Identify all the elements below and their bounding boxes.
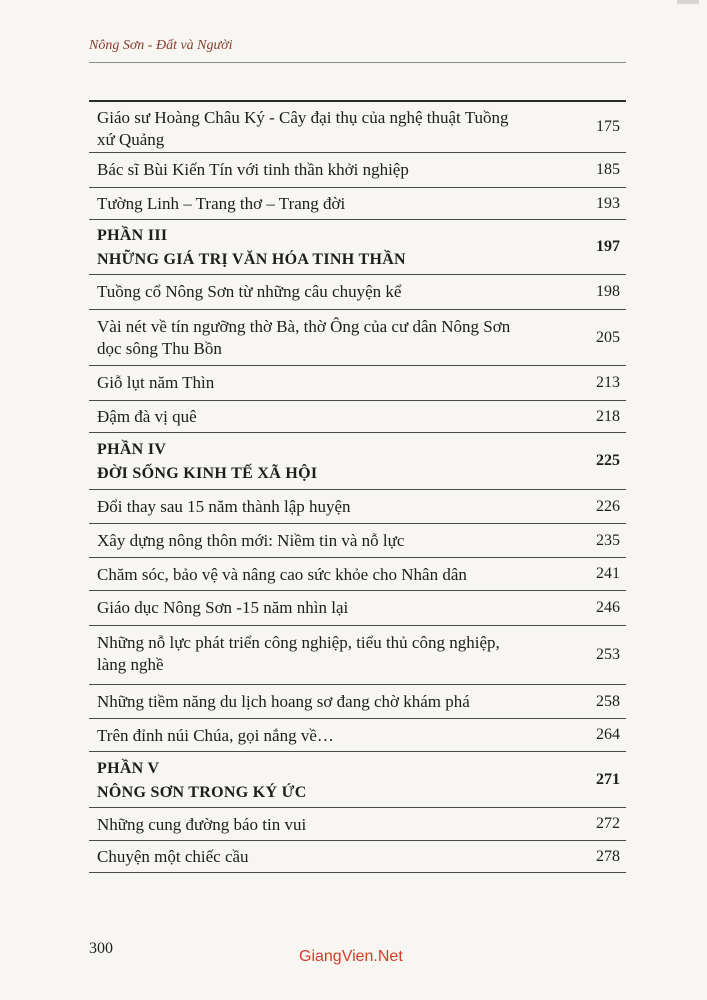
toc-entry-title-line: Đậm đà vị quê [97,407,197,426]
toc-entry [89,523,626,557]
table-of-contents [89,100,626,873]
toc-entry [89,400,626,432]
toc-entry-page: 185 [596,161,620,178]
toc-entry-page: 253 [596,646,620,663]
toc-part-title: ĐỜI SỐNG KINH TẾ XÃ HỘI [97,465,318,482]
toc-entry-title-line: Giáo dục Nông Sơn -15 năm nhìn lại [97,598,349,617]
toc-entry [89,100,626,152]
header-rule [89,62,626,63]
toc-entry-page: 258 [596,692,620,710]
watermark: GiangVien.Net [299,948,403,965]
toc-entry [89,684,626,718]
running-header: Nông Sơn - Đất và Người [89,38,233,53]
toc-part-heading [89,751,626,807]
toc-entry-page: 198 [596,283,620,300]
toc-entry [89,625,626,684]
toc-entry [89,489,626,523]
toc-part-label: PHẦN IV [97,441,167,458]
toc-entry-title-line: Những nỗ lực phát triển công nghiệp, tiểu thủ công nghiệp, [97,633,500,652]
toc-entry-title-line: làng nghề [97,655,164,674]
toc-entry-page: 246 [596,599,620,616]
toc-entry [89,365,626,400]
toc-part-heading [89,219,626,274]
scan-edge-mark [677,0,699,4]
toc-entry-page: 213 [596,374,620,391]
toc-entry-page: 278 [596,847,620,865]
toc-entry [89,274,626,309]
toc-entry-page: 264 [596,726,620,743]
toc-entry-page: 235 [596,531,620,549]
toc-entry-title-line: xứ Quảng [97,130,165,149]
toc-bottom-rule [89,872,626,873]
toc-entry [89,590,626,625]
toc-entry-title-line: Xây dựng nông thôn mới: Niềm tin và nỗ lực [97,531,405,550]
toc-entry [89,718,626,751]
toc-entry-page: 205 [596,328,620,346]
toc-entry [89,557,626,590]
toc-entry-title-line: Những cung đường báo tin vui [97,815,307,834]
toc-entry-page: 193 [596,194,620,212]
toc-entry-title-line: Chăm sóc, bảo vệ và nâng cao sức khỏe cho Nhân dân [97,565,467,584]
toc-entry-page: 218 [596,407,620,425]
toc-entry-page: 272 [596,815,620,832]
toc-entry [89,840,626,872]
toc-entry-page: 175 [596,118,620,135]
toc-part-heading [89,432,626,489]
toc-entry-title-line: Những tiềm năng du lịch hoang sơ đang chờ khám phá [97,692,470,711]
page-number: 300 [89,940,113,957]
toc-entry-page: 226 [596,497,620,515]
toc-entry [89,309,626,365]
toc-part-label: PHẦN III [97,227,168,244]
toc-part-label: PHẦN V [97,760,160,777]
toc-part-title: NÔNG SƠN TRONG KÝ ỨC [97,784,307,801]
toc-entry [89,187,626,219]
toc-entry-title-line: Giáo sư Hoàng Châu Ký - Cây đại thụ của nghệ thuật Tuồng [97,108,509,127]
toc-part-page: 225 [596,452,620,469]
toc-part-page: 197 [596,238,620,255]
toc-entry-title-line: Trên đỉnh núi Chúa, gọi nắng về… [97,726,334,745]
toc-entry [89,807,626,840]
toc-entry-title-line: Vài nét về tín ngưỡng thờ Bà, thờ Ông của cư dân Nông Sơn [97,317,511,336]
toc-entry [89,152,626,187]
toc-entry-title-line: Tường Linh – Trang thơ – Trang đời [97,194,346,213]
toc-entry-title-line: Bác sĩ Bùi Kiến Tín với tinh thần khởi nghiệp [97,160,409,179]
toc-entry-title-line: dọc sông Thu Bồn [97,339,222,358]
toc-part-page: 271 [596,770,620,788]
toc-entry-title-line: Giỗ lụt năm Thìn [97,373,215,392]
toc-entry-title-line: Đổi thay sau 15 năm thành lập huyện [97,497,351,516]
toc-entry-title-line: Chuyện một chiếc cầu [97,847,249,866]
toc-entry-page: 241 [596,565,620,582]
toc-entry-title-line: Tuồng cổ Nông Sơn từ những câu chuyện kể [97,282,402,301]
toc-part-title: NHỮNG GIÁ TRỊ VĂN HÓA TINH THẦN [97,251,406,268]
